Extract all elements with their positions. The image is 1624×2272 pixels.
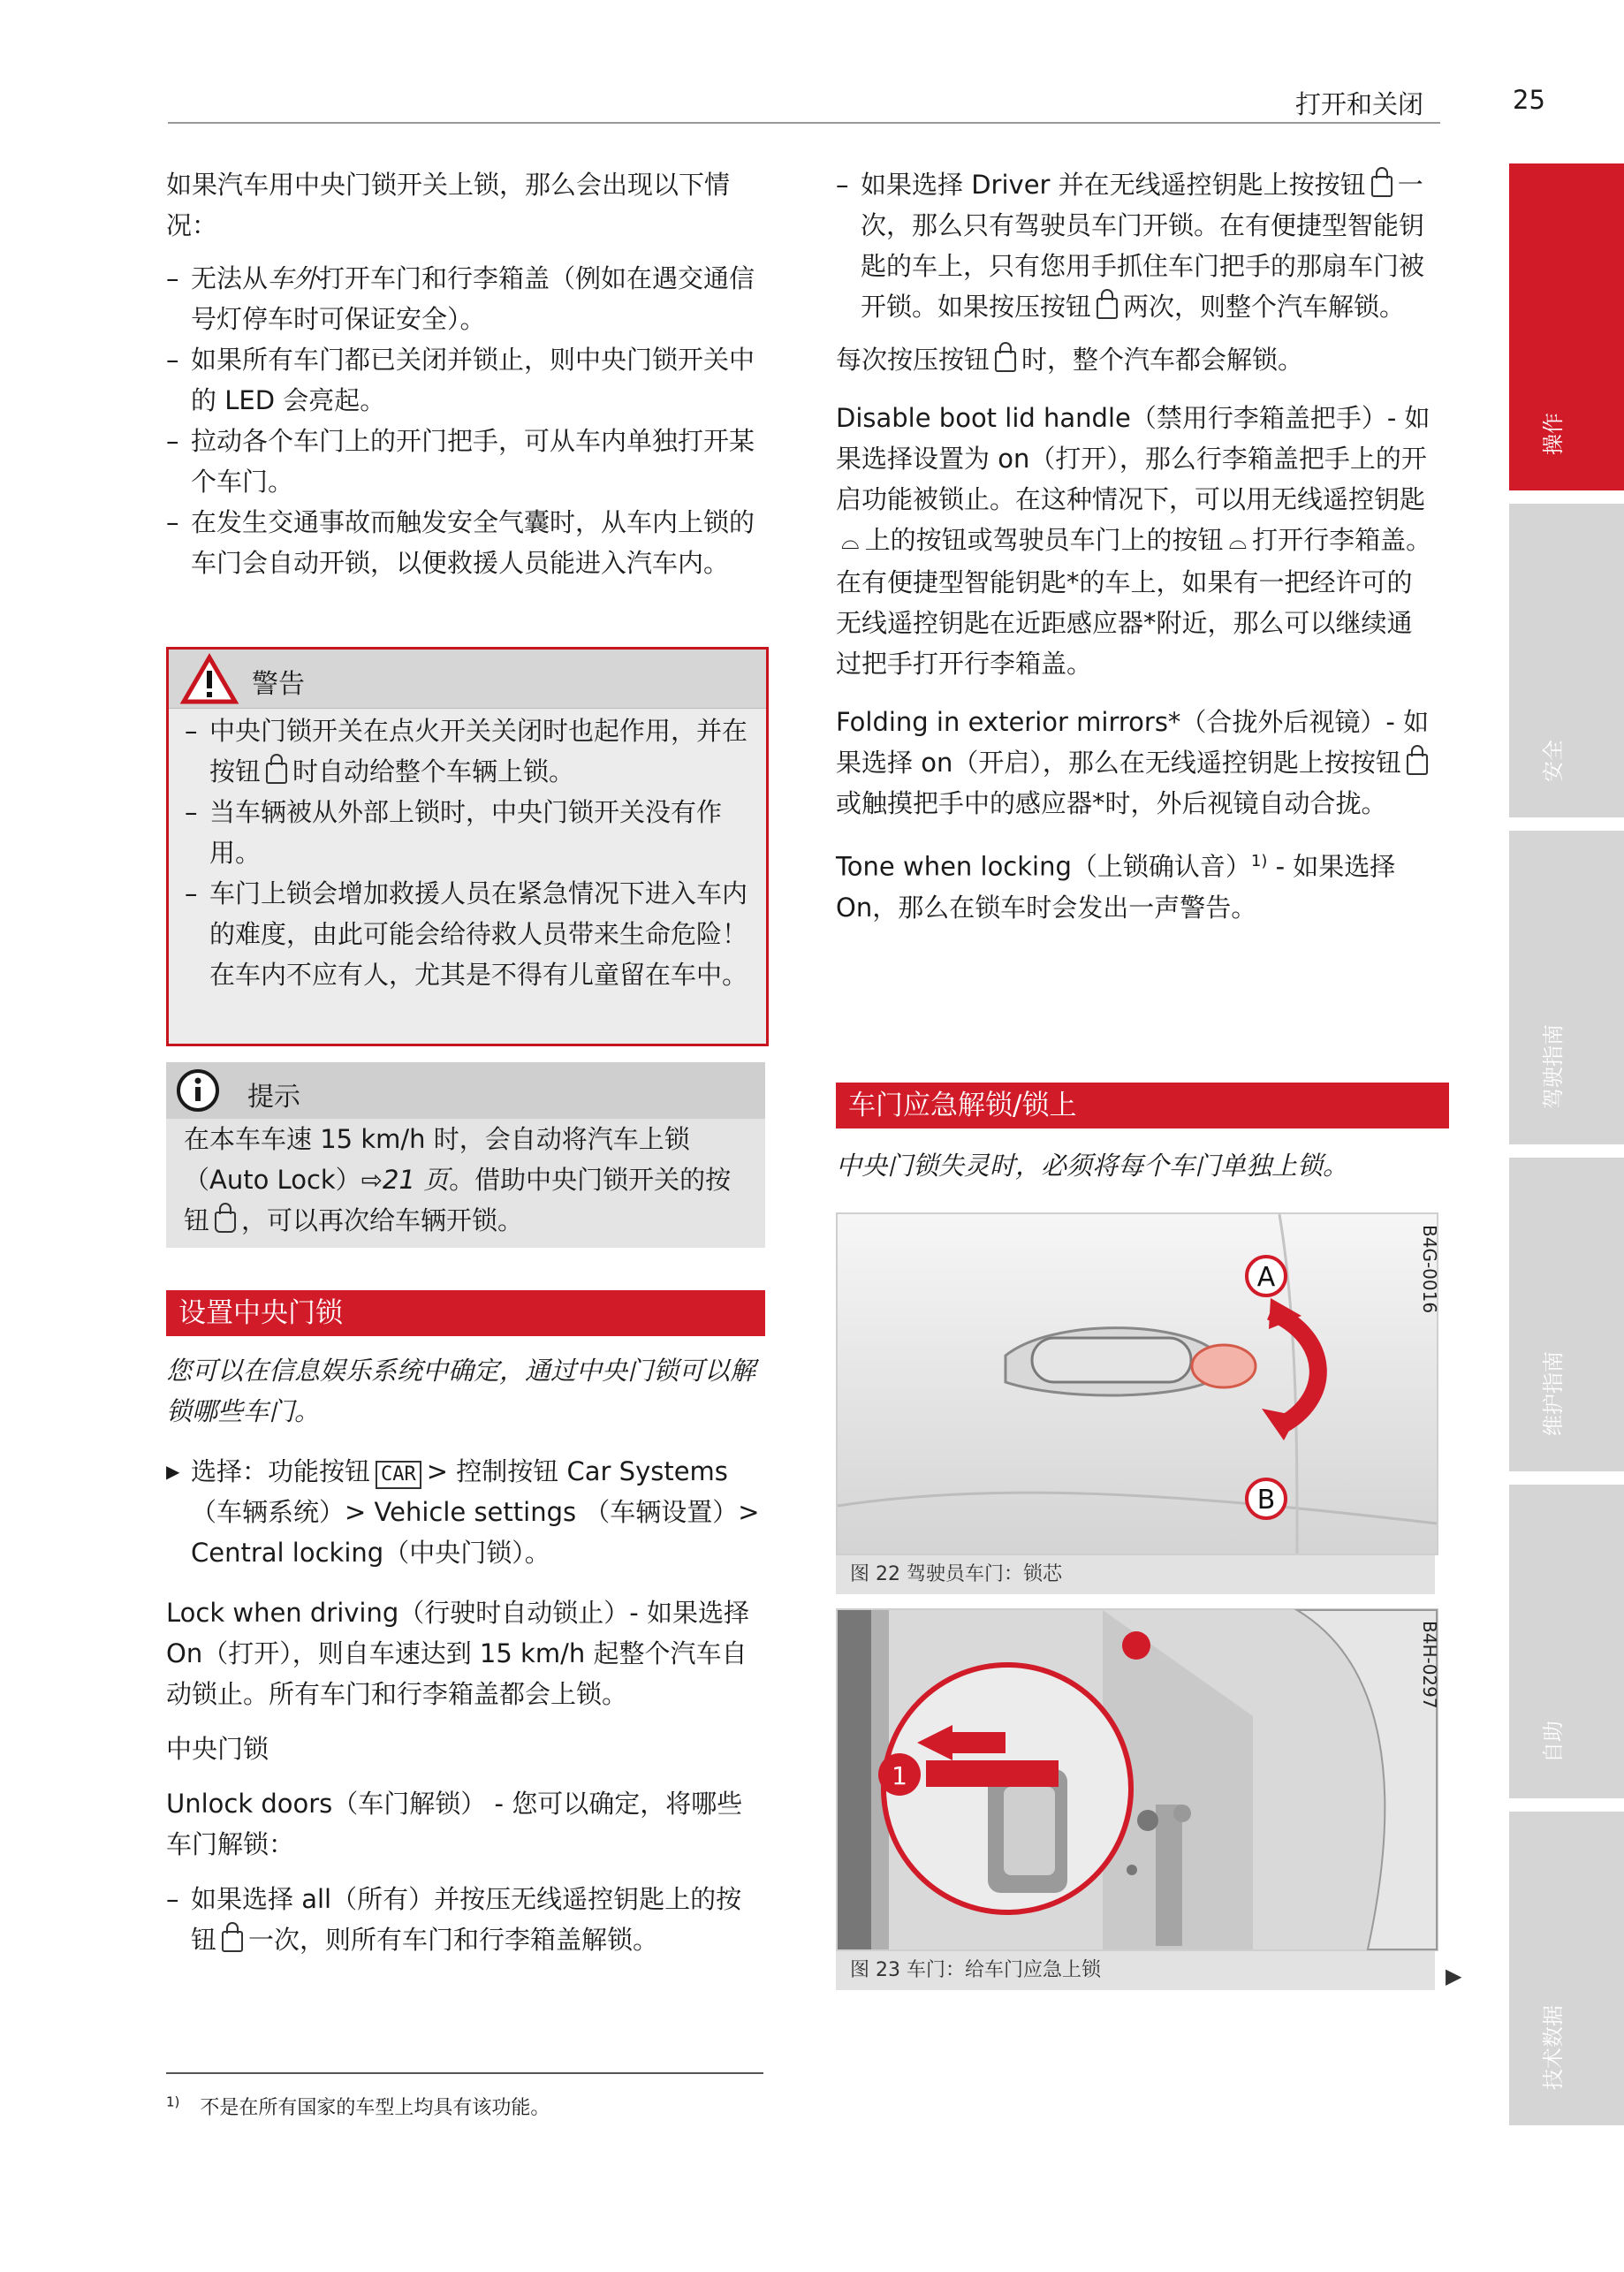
warning-title: 警告 <box>252 669 305 700</box>
list-item: – 无法从车外打开车门和行李箱盖（例如在遇交通信号灯停车时可保证安全）。 <box>166 258 760 339</box>
warning-triangle-icon <box>181 655 238 704</box>
figure-code: B4H-0297 <box>1419 1621 1440 1709</box>
tab-operation[interactable] <box>1509 163 1624 490</box>
left-column-section <box>166 1350 763 1960</box>
lock-icon <box>266 763 287 784</box>
figure-code: B4G-0016 <box>1419 1225 1440 1314</box>
unlock-doors-paragraph: Unlock doors（车门解锁） - 您可以确定，将哪些车门解锁： <box>166 1789 743 1859</box>
section-intro: 您可以在信息娱乐系统中确定，通过中央门锁可以解锁哪些车门。 <box>166 1356 756 1426</box>
footnote-text: 不是在所有国家的车型上均具有该功能。 <box>200 2097 550 2119</box>
info-icon <box>175 1068 221 1113</box>
callout-1: 1 <box>892 1761 907 1790</box>
tab-label: 操作 <box>1541 413 1566 455</box>
page-number: 25 <box>1513 85 1545 115</box>
list-item: – 拉动各个车门上的开门把手，可从车内单独打开某个车门。 <box>166 421 760 502</box>
figure-23 <box>836 1608 1438 1951</box>
right-column-top <box>836 164 1437 928</box>
tab-label: 安全 <box>1541 740 1566 782</box>
tip-title: 提示 <box>247 1082 300 1113</box>
door-lock-cylinder-illustration <box>838 1214 1440 1554</box>
running-header: 打开和关闭 <box>1295 89 1424 119</box>
lock-icon <box>1407 754 1428 775</box>
tip-box <box>166 1062 765 1248</box>
unlock-icon <box>995 351 1016 372</box>
footnote <box>166 2093 550 2120</box>
car-trunk-icon: ⌓ <box>841 528 860 555</box>
header-rule <box>168 122 1440 124</box>
figure-22 <box>836 1212 1438 1555</box>
unlock-icon <box>1371 176 1393 197</box>
warning-item: – 当车辆被从外部上锁时，中央门锁开关没有作用。 <box>185 792 750 873</box>
car-trunk-icon: ⌓ <box>1228 528 1248 555</box>
intro-paragraph: 如果汽车用中央门锁开关上锁，那么会出现以下情况： <box>166 170 731 240</box>
tab-label: 驾驶指南 <box>1541 1024 1566 1109</box>
list-item: – 在发生交通事故而触发安全气囊时，从车内上锁的车门会自动开锁，以便救援人员能进入汽车内。 <box>166 502 760 583</box>
central-locking-label: 中央门锁 <box>166 1734 269 1764</box>
section-heading-emergency: 车门应急解锁/锁上 <box>836 1083 1449 1128</box>
door-emergency-lock-illustration <box>838 1610 1440 1949</box>
footnote-rule <box>166 2072 763 2074</box>
page-reference[interactable]: 21 页 <box>383 1165 450 1195</box>
tab-label: 维护指南 <box>1541 1351 1566 1436</box>
tab-driving-guide[interactable] <box>1509 831 1624 1144</box>
figure-23-caption: 图 23 车门：给车门应急上锁 <box>836 1951 1435 1990</box>
tip-text: 在本车车速 15 km/h 时，会自动将汽车上锁（Auto Lock）⇨21 页。借助中央门锁开关的按钮 ，可以再次给车辆开锁。 <box>184 1124 732 1235</box>
step-bullet-icon: ▶ <box>166 1461 180 1482</box>
section-heading-central-locking: 设置中央门锁 <box>166 1290 765 1336</box>
figure-22-caption: 图 22 驾驶员车门：锁芯 <box>836 1555 1435 1594</box>
tab-safety[interactable] <box>1509 504 1624 817</box>
tab-label: 技术数据 <box>1541 2005 1566 2090</box>
list-item: – 如果选择 Driver 并在无线遥控钥匙上按按钮 一次，那么只有驾驶员车门开锁。在有便捷型智能钥匙的车上，只有您用手抓住车门把手的那扇车门被开锁。如果按压按钮 两次，则整个汽车解锁。 <box>836 164 1437 327</box>
left-column-top <box>166 164 760 583</box>
unlock-icon <box>215 1212 236 1233</box>
tab-self-help[interactable] <box>1509 1485 1624 1798</box>
warning-item: – 中央门锁开关在点火开关关闭时也起作用，并在按钮 时自动给整个车辆上锁。 <box>185 710 750 792</box>
list-item: – 如果所有车门都已关闭并锁止，则中央门锁开关中的 LED 会亮起。 <box>166 339 760 421</box>
warning-header <box>169 650 766 709</box>
reference-arrow-icon: ⇨ <box>360 1165 383 1195</box>
tab-technical-data[interactable] <box>1509 1812 1624 2125</box>
callout-b: B <box>1256 1485 1276 1516</box>
car-button-key: CAR <box>376 1461 421 1489</box>
instruction-step: ▶ 选择：功能按钮 CAR > 控制按钮 Car Systems（车辆系统）> Vehicle settings （车辆设置）> Central locking（中央门锁）。 <box>166 1451 763 1573</box>
tab-maintenance-guide[interactable] <box>1509 1158 1624 1471</box>
list-item: – 如果选择 all（所有）并按压无线遥控钥匙上的按钮 一次，则所有车门和行李箱盖解锁。 <box>166 1879 763 1960</box>
each-press-paragraph: 每次按压按钮 时，整个汽车都会解锁。 <box>836 345 1304 375</box>
boot-lid-paragraph: Disable boot lid handle（禁用行李箱盖把手）- 如果选择设置为 on（打开），那么行李箱盖把手上的开启功能被锁止。在这种情况下，可以用无线遥控钥匙⌓ 上的按钮或驾驶员车门上的按钮 ⌓ 打开行李箱盖。在有便捷型智能钥匙*的车上，如果有一把经许可的无线遥控钥匙在近距感应器*附近，那么可以继续通过把手打开行李箱盖。 <box>836 403 1432 679</box>
tone-paragraph: Tone when locking（上锁确认音）$^{1)}$ - 如果选择 On，那么在锁车时会发出一声警告。 <box>836 851 1396 923</box>
mirror-paragraph: Folding in exterior mirrors*（合拢外后视镜）- 如果选择 on（开启），那么在无线遥控钥匙上按按钮或触摸把手中的感应器*时，外后视镜自动合拢。 <box>836 707 1430 818</box>
continue-arrow-icon: ▶ <box>1446 1964 1462 1988</box>
emergency-intro: 中央门锁失灵时，必须将每个车门单独上锁。 <box>836 1151 1349 1181</box>
warning-box <box>166 647 769 1046</box>
tip-header <box>166 1062 765 1119</box>
warning-item: – 车门上锁会增加救援人员在紧急情况下进入车内的难度，由此可能会给待救人员带来生命危险！在车内不应有人，尤其是不得有儿童留在车中。 <box>185 873 750 995</box>
unlock-icon <box>1097 298 1118 319</box>
tab-label: 自助 <box>1541 1721 1566 1763</box>
callout-a: A <box>1256 1262 1276 1293</box>
footnote-ref[interactable]: 1) <box>1250 852 1268 870</box>
lock-when-driving-paragraph: Lock when driving（行驶时自动锁止）- 如果选择 On（打开），则自车速达到 15 km/h 起整个汽车自动锁止。所有车门和行李箱盖都会上锁。 <box>166 1598 749 1709</box>
footnote-mark: 1) <box>166 2093 180 2110</box>
unlock-icon <box>222 1931 243 1952</box>
